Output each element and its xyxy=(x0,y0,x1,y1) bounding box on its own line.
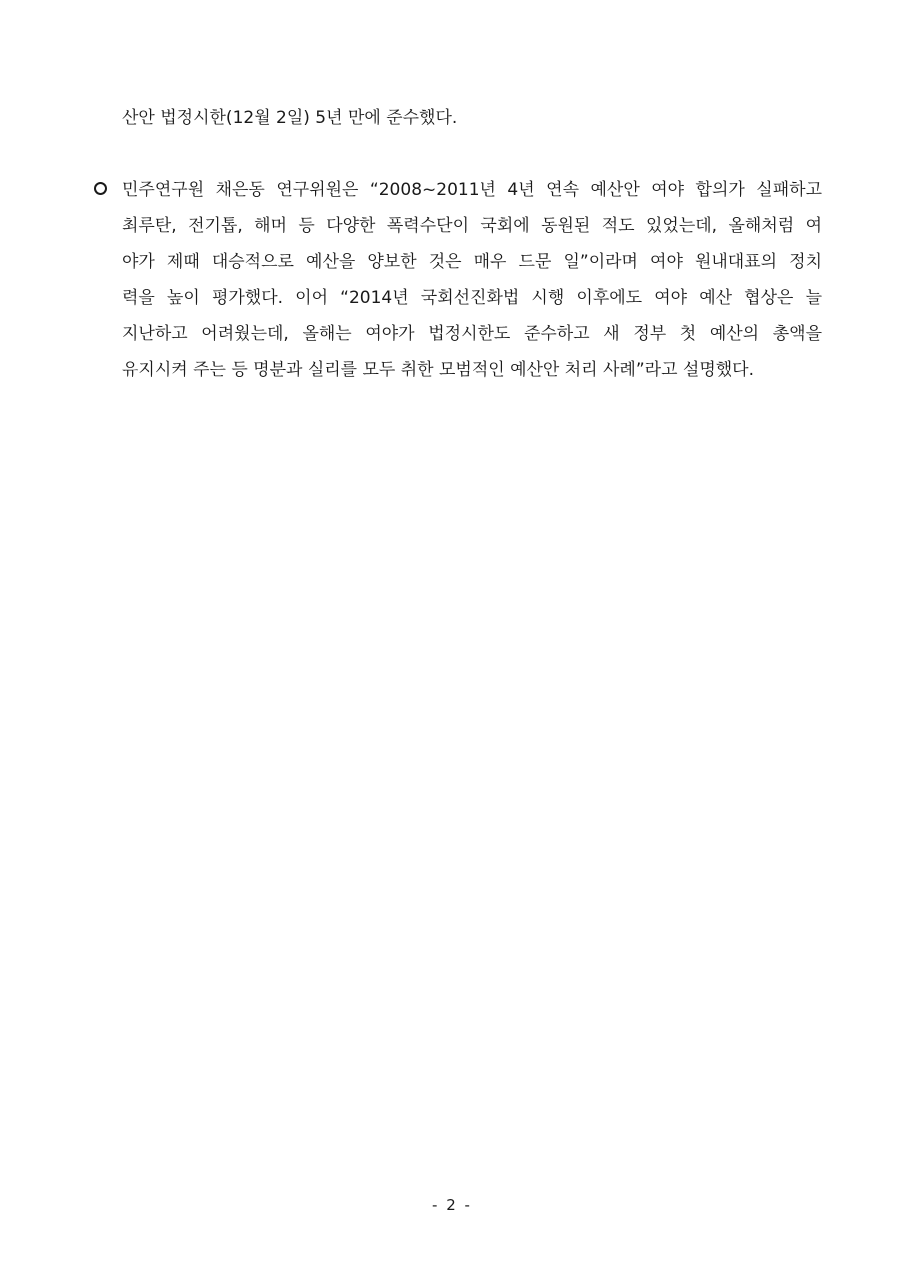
paragraph-line-3: 야가 제때 대승적으로 예산을 양보한 것은 매우 드문 일”이라며 여야 원내대표의 정치 xyxy=(122,252,822,272)
continuation-line: 산안 법정시한(12월 2일) 5년 만에 준수했다. xyxy=(122,108,458,128)
paragraph-line-4: 력을 높이 평가했다. 이어 “2014년 국회선진화법 시행 이후에도 여야 예산 협상은 늘 xyxy=(122,288,822,308)
paragraph-line-1: 민주연구원 채은동 연구위원은 “2008~2011년 4년 연속 예산안 여야 합의가 실패하고 xyxy=(122,180,822,200)
paragraph-line-5: 지난하고 어려웠는데, 올해는 여야가 법정시한도 준수하고 새 정부 첫 예산의 총액을 xyxy=(122,324,822,344)
hollow-circle-bullet-icon xyxy=(94,182,107,195)
paragraph-line-6: 유지시켜 주는 등 명분과 실리를 모두 취한 모범적인 예산안 처리 사례”라고 설명했다. xyxy=(122,360,754,380)
page-number: - 2 - xyxy=(432,1196,472,1214)
paragraph-line-2: 최루탄, 전기톱, 해머 등 다양한 폭력수단이 국회에 동원된 적도 있었는데, 올해처럼 여 xyxy=(122,216,822,236)
